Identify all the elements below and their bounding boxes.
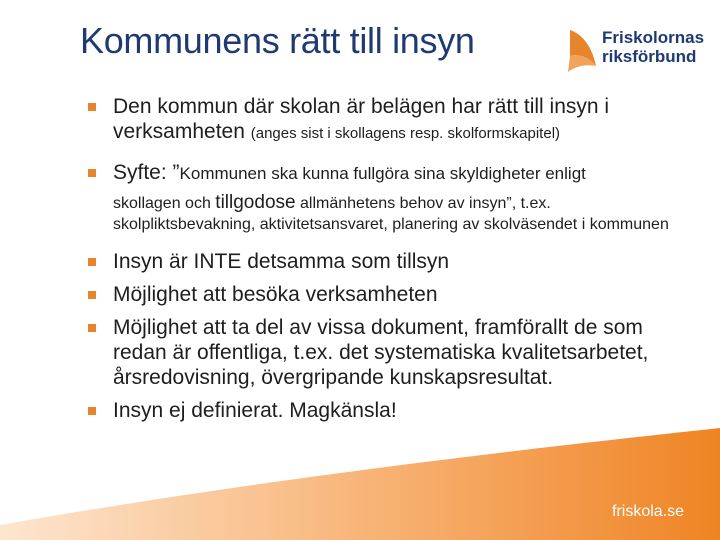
page-title: Kommunens rätt till insyn — [80, 20, 475, 61]
quote-part: allmänhetens behov av insyn”, t.ex. skolpliktsbevakning, aktivitetsansvaret, planering av skolväsendet i kommunen — [113, 195, 669, 233]
bullet-marker — [88, 324, 96, 332]
logo-line-2: riksförbund — [602, 47, 697, 66]
bullet-quote-continued — [113, 192, 678, 235]
bullet-marker — [88, 258, 96, 266]
quote-part: skollagen och — [113, 195, 216, 212]
sail-icon — [566, 26, 600, 74]
bullet-text: Den kommun där skolan är belägen har rätt till insyn i verksamheten — [113, 95, 610, 143]
logo-line-1: Friskolornas — [602, 28, 705, 47]
bullet-item — [88, 160, 678, 235]
footer-link[interactable]: friskola.se — [612, 503, 685, 520]
bullet-item — [88, 249, 678, 274]
bullet-text: Möjlighet att ta del av vissa dokument, framförallt de som redan är offentliga, t.ex. det systematiska kvalitetsarbetet, årsredovisning, övergripande kunskapsresultat. — [113, 316, 649, 389]
bullet-lead: Syfte: ” — [113, 161, 180, 184]
bullet-quote-start: Kommunen ska kunna fullgöra sina skyldigheter enligt — [179, 164, 586, 183]
bullet-item — [88, 94, 678, 146]
bullet-marker — [88, 291, 96, 299]
bullet-marker — [88, 407, 96, 415]
logo-text — [602, 28, 704, 66]
bullet-item — [88, 282, 678, 307]
bullet-marker — [88, 103, 96, 111]
bullet-note: (anges sist i skollagens resp. skolformskapitel) — [250, 125, 561, 142]
bullet-list — [88, 94, 678, 431]
bottom-wave-decoration — [0, 420, 720, 540]
bullet-marker — [88, 169, 96, 177]
quote-part-emphasis: tillgodose — [215, 192, 296, 213]
bullet-text: Möjlighet att besöka verksamheten — [113, 283, 438, 306]
bullet-item — [88, 398, 678, 423]
bullet-item — [88, 315, 678, 390]
bullet-text: Insyn ej definierat. Magkänsla! — [113, 399, 397, 422]
bullet-text: Insyn är INTE detsamma som tillsyn — [113, 250, 450, 273]
friskolornas-logo — [566, 26, 716, 78]
